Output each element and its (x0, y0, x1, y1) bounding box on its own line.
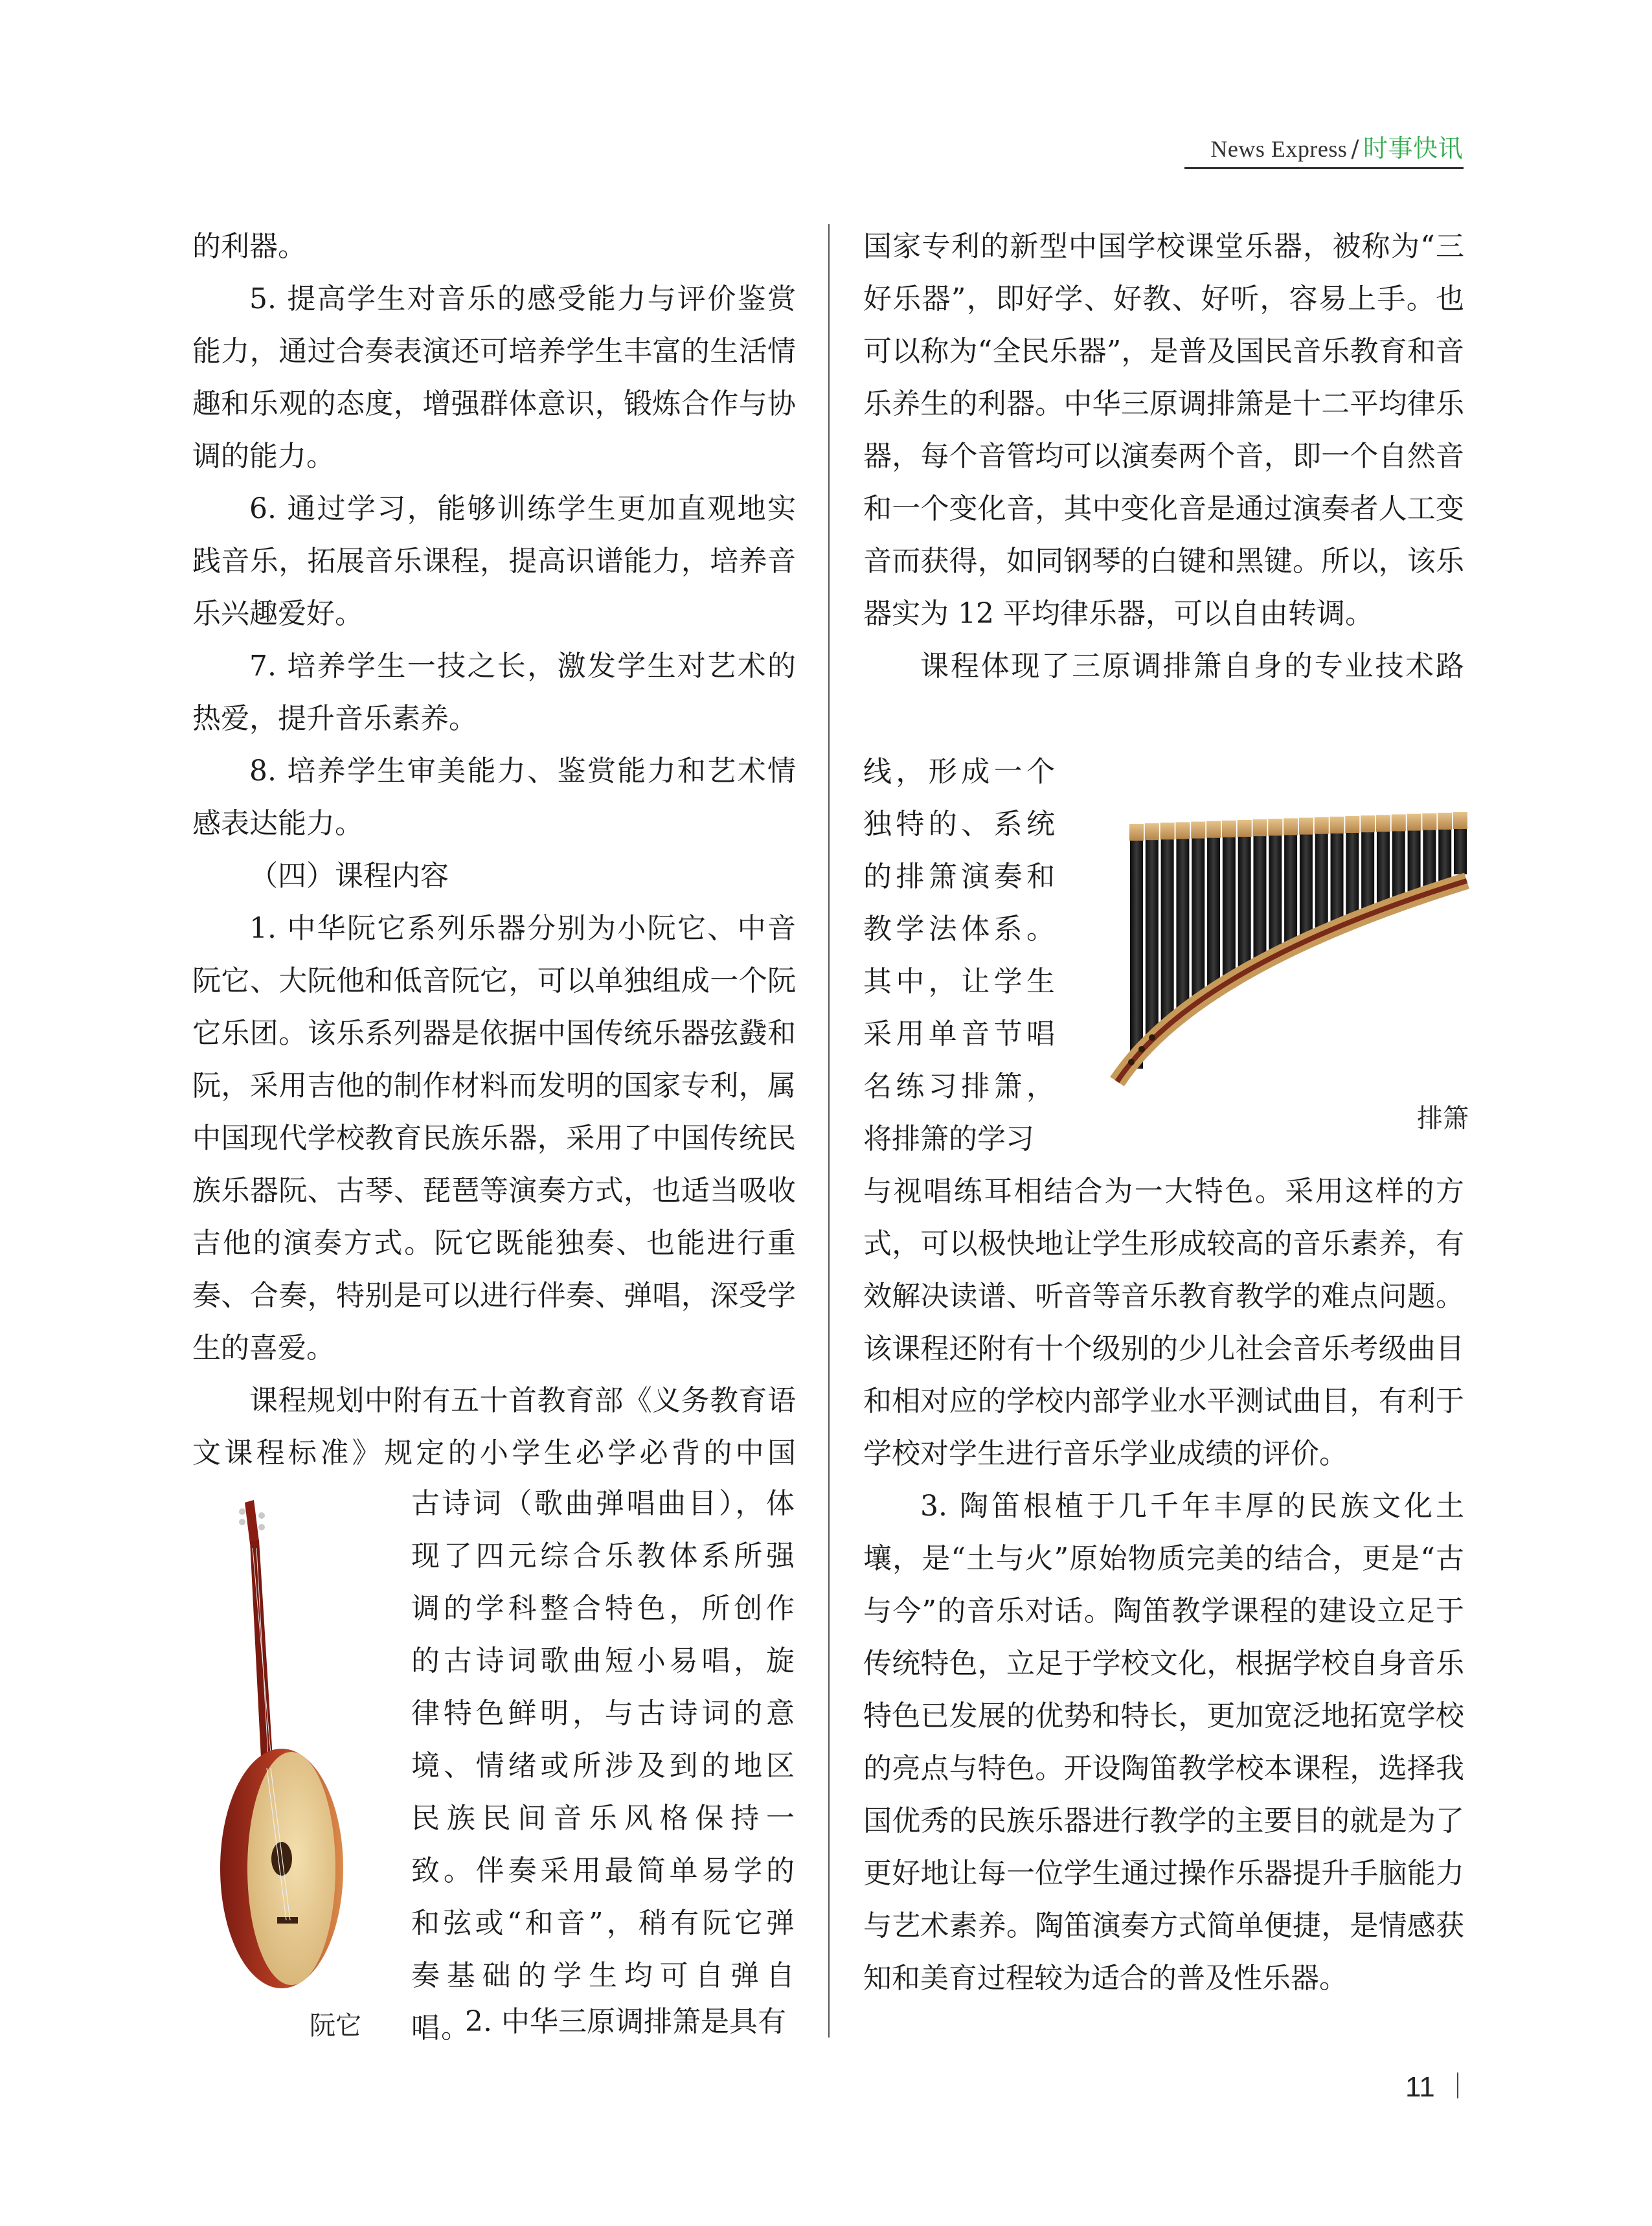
paragraph: 国家专利的新型中国学校课堂乐器，被称为“三好乐器”，即好学、好教、好听，容易上手。也可以称为“全民乐器”，是普及国民音乐教育和音乐养生的利器。中华三原调排箫是十二平均律乐器，每个音管均可以演奏两个音，即一个自然音和一个变化音，其中变化音是通过演奏者人工变音而获得，如同钢琴的白键和黑键。所以，该乐器实为 12 平均律乐器，可以自由转调。 (863, 230, 1464, 630)
panpipe-band (1238, 820, 1252, 837)
panpipe-tube (1238, 825, 1251, 979)
panpipe-tube (1361, 821, 1374, 915)
panpipe-band (1145, 823, 1159, 840)
panpipe-tube (1392, 819, 1405, 901)
panpipe-band (1376, 815, 1390, 832)
paragraph: 1. 中华阮它系列乐器分别为小阮它、中音阮它、大阮他和低音阮它，可以单独组成一个阮它乐团。该乐系列器是依据中国传统乐器弦鼗和阮，采用吉他的制作材料而发明的国家专利，属中国现代学校教育民族乐器，采用了中国传统民族乐器阮、古琴、琵琶等演奏方式，也适当吸收吉他的演奏方式。阮它既能独奏、也能进行重奏、合奏，特别是可以进行伴奏、弹唱，深受学生的喜爱。 (192, 912, 796, 1365)
panpipe-band (1252, 819, 1267, 836)
tail-paragraph: 2. 中华三原调排箫是具有 (465, 2005, 786, 2038)
wrapped-paragraph: 古诗词（歌曲弹唱曲目），体现了四元综合乐教体系所强调的学科整合特色，所创作的古诗词歌曲短小易唱，旋律特色鲜明，与古诗词的意境、情绪或所涉及到的地区民族民间音乐风格保持一致。伴奏采用最简单易学的和弦或“和音”，稍有阮它弹奏基础的学生均可自弹自唱。 (411, 1487, 796, 2045)
paragraph: 与视唱练耳相结合为一大特色。采用这样的方式，可以极快地让学生形成较高的音乐素养，有效解决读谱、听音等音乐教育教学的难点问题。该课程还附有十个级别的少儿社会音乐考级曲目和相对应的学校内部学业水平测试曲目，有利于学校对学生进行音乐学业成绩的评价。 (863, 1175, 1464, 1470)
panpipe-band (1206, 821, 1221, 838)
panpipe-band (1160, 823, 1175, 839)
panpipe-tube (1130, 829, 1143, 1069)
panpipe-band (1268, 819, 1282, 835)
section-header-separator: / (1351, 136, 1359, 163)
paragraph: 课程体现了三原调排箫自身的专业技术路 (920, 650, 1464, 683)
panpipe-tube (1192, 827, 1205, 1008)
page-number-rule (1457, 2073, 1458, 2098)
panpipe-instrument-image (1104, 797, 1473, 1095)
paragraph: 8. 培养学生审美能力、鉴赏能力和艺术情感表达能力。 (192, 755, 796, 840)
panpipe-band (1345, 816, 1359, 833)
panpipe-tube (1331, 822, 1344, 930)
panpipe-tube (1207, 826, 1220, 997)
left-column-text-wrapped (411, 1477, 796, 2054)
page-number: 11 (1405, 2071, 1435, 2103)
panpipe-band (1299, 818, 1313, 835)
panpipe-band (1453, 812, 1467, 829)
wrapped-paragraph-right: 线，形成一个独特的、系统的排箫演奏和教学法体系。其中，让学生采用单音节唱名练习排箫，将排箫的学习 (863, 755, 1055, 1155)
paragraph: （四）课程内容 (249, 859, 449, 892)
panpipe-band (1438, 813, 1452, 830)
panpipe-band (1175, 822, 1190, 839)
panpipe-band (1315, 817, 1329, 834)
panpipe-band (1222, 821, 1236, 837)
left-column-text-tail (465, 1995, 796, 2048)
paragraph: 3. 陶笛根植于几千年丰厚的民族文化土壤，是“土与火”原始物质完美的结合，更是“古与今”的音乐对话。陶笛教学课程的建设立足于传统特色，立足于学校文化，根据学校自身音乐特色已发展的优势和特长，更加宽泛地拓宽学校的亮点与特色。开设陶笛教学校本课程，选择我国优秀的民族乐器进行教学的主要目的就是为了更好地让每一位学生通过操作乐器提升手脑能力与艺术素养。陶笛演奏方式简单便捷，是情感获知和美育过程较为适合的普及性乐器。 (863, 1490, 1464, 1995)
panpipe-tube (1176, 827, 1189, 1019)
panpipe-tube (1377, 820, 1390, 908)
panpipe-tube (1146, 828, 1159, 1045)
ruanta-caption: 阮它 (310, 2011, 361, 2041)
panpipe-band (1330, 817, 1344, 834)
right-column-text-top (863, 220, 1464, 692)
panpipe-tube (1346, 821, 1359, 922)
left-column-text-main (192, 220, 796, 1479)
right-column-text-wrapped (863, 745, 1055, 1165)
paragraph: 的利器。 (192, 230, 306, 263)
header-rule (1184, 167, 1464, 169)
panpipe-tube (1269, 824, 1282, 961)
section-header (1210, 128, 1463, 164)
panpipe-tube (1161, 828, 1174, 1031)
panpipe-caption: 排箫 (1417, 1104, 1469, 1133)
panpipe-band (1392, 814, 1406, 831)
paragraph: 6. 通过学习，能够训练学生更加直观地实践音乐，拓展音乐课程，提高识谱能力，培养音乐兴趣爱好。 (192, 492, 796, 630)
panpipe-band (1191, 822, 1205, 839)
panpipe-band (1361, 815, 1375, 832)
panpipe-band (1284, 818, 1298, 835)
panpipe-tube (1315, 823, 1328, 938)
panpipe-tube (1253, 824, 1266, 970)
paragraph: 5. 提高学生对音乐的感受能力与评价鉴赏能力，通过合奏表演还可培养学生丰富的生活情趣和乐观的态度，增强群体意识，锻炼合作与协调的能力。 (192, 282, 796, 473)
section-header-chinese: 时事快讯 (1363, 134, 1463, 163)
panpipe-band (1422, 813, 1436, 830)
paragraph: 课程规划中附有五十首教育部《义务教育语文课程标准》规定的小学生必学必背的中国 (192, 1384, 796, 1470)
section-header-english: News Express (1210, 136, 1348, 162)
panpipe-tube (1284, 823, 1297, 953)
right-column-text-bottom (863, 1165, 1464, 2005)
panpipe-tube (1223, 826, 1236, 988)
ruanta-instrument-image (214, 1496, 350, 1995)
paragraph: 7. 培养学生一技之长，激发学生对艺术的热爱，提升音乐素养。 (192, 650, 796, 735)
panpipe-band (1129, 824, 1144, 841)
column-divider (828, 224, 830, 2038)
panpipe-band (1407, 814, 1421, 831)
panpipe-tube (1300, 823, 1313, 946)
